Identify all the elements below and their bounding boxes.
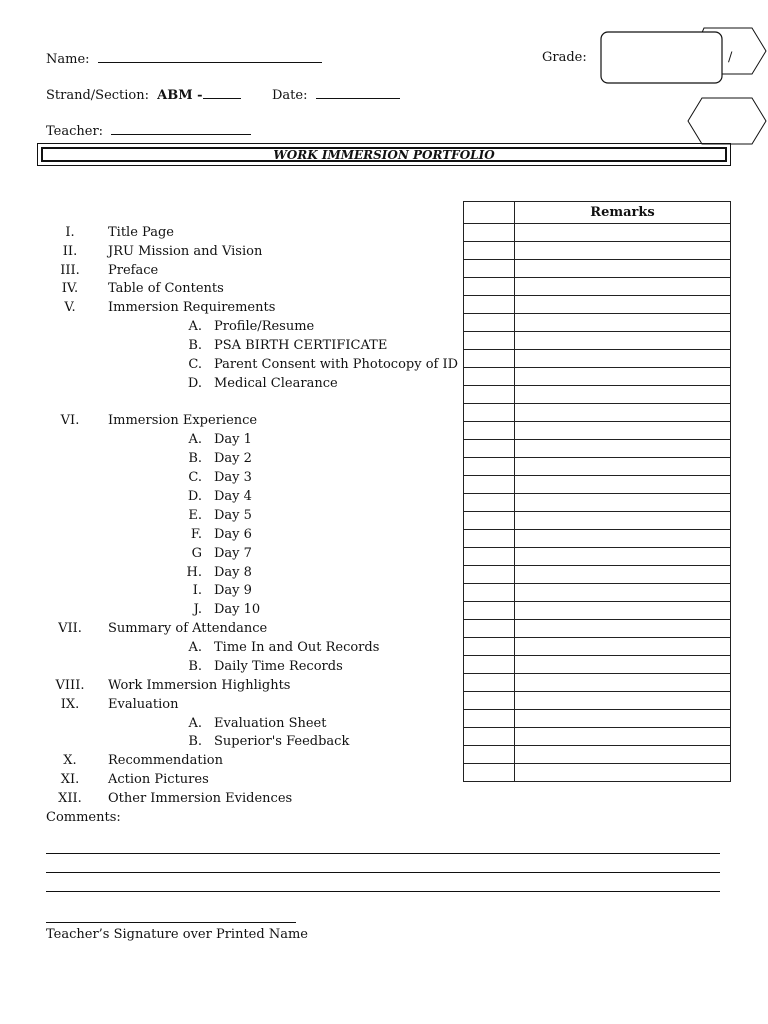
check-cell[interactable] <box>464 296 515 314</box>
check-cell[interactable] <box>464 692 515 710</box>
sub-item: Profile/Resume <box>214 319 315 334</box>
remarks-cell[interactable] <box>515 332 731 350</box>
grade-shapes <box>598 26 768 148</box>
check-cell[interactable] <box>464 476 515 494</box>
strand-label: Strand/Section: <box>46 88 150 103</box>
comment-line[interactable] <box>46 872 720 873</box>
check-cell[interactable] <box>464 566 515 584</box>
strand-blank[interactable] <box>203 86 241 99</box>
remarks-cell[interactable] <box>515 584 731 602</box>
check-cell[interactable] <box>464 530 515 548</box>
remarks-cell[interactable] <box>515 764 731 782</box>
remarks-cell[interactable] <box>515 656 731 674</box>
sub-letter: C. <box>188 357 202 372</box>
sub-item: Daily Time Records <box>214 659 343 674</box>
sub-letter: H. <box>186 565 202 580</box>
table-row <box>464 602 731 620</box>
sub-item: Day 8 <box>214 565 252 580</box>
signature-line[interactable] <box>46 922 296 923</box>
remarks-cell[interactable] <box>515 314 731 332</box>
date-field[interactable] <box>272 86 400 104</box>
remarks-header: Remarks <box>515 202 731 224</box>
remarks-cell[interactable] <box>515 296 731 314</box>
remarks-cell[interactable] <box>515 512 731 530</box>
table-row <box>464 620 731 638</box>
grade-slash: / <box>728 50 733 65</box>
check-cell[interactable] <box>464 242 515 260</box>
sub-item: Parent Consent with Photocopy of ID <box>214 357 459 372</box>
toc-item: Table of Contents <box>108 281 224 296</box>
table-row <box>464 638 731 656</box>
sub-item: Day 7 <box>214 546 252 561</box>
table-row <box>464 242 731 260</box>
toc-item: Preface <box>108 263 159 278</box>
table-row <box>464 656 731 674</box>
remarks-cell[interactable] <box>515 602 731 620</box>
remarks-cell[interactable] <box>515 746 731 764</box>
table-row <box>464 422 731 440</box>
remarks-cell[interactable] <box>515 620 731 638</box>
table-row <box>464 530 731 548</box>
check-cell[interactable] <box>464 746 515 764</box>
sub-letter: G <box>191 546 202 561</box>
toc-num: XI. <box>60 772 80 787</box>
sub-letter: D. <box>187 376 202 391</box>
toc-num: II. <box>62 244 78 259</box>
sub-item: Day 5 <box>214 508 252 523</box>
check-cell[interactable] <box>464 332 515 350</box>
remarks-cell[interactable] <box>515 260 731 278</box>
sub-item: Evaluation Sheet <box>214 716 327 731</box>
sub-letter: F. <box>190 527 202 542</box>
table-row <box>464 566 731 584</box>
table-row <box>464 260 731 278</box>
check-cell[interactable] <box>464 584 515 602</box>
check-cell[interactable] <box>464 656 515 674</box>
comment-line[interactable] <box>46 853 720 854</box>
table-row <box>464 764 731 782</box>
remarks-cell[interactable] <box>515 638 731 656</box>
check-cell[interactable] <box>464 314 515 332</box>
table-row <box>464 440 731 458</box>
sub-item: Time In and Out Records <box>214 640 380 655</box>
sub-letter: A. <box>188 716 202 731</box>
remarks-cell[interactable] <box>515 458 731 476</box>
sub-letter: J. <box>193 602 202 617</box>
toc-item: JRU Mission and Vision <box>108 244 263 259</box>
table-row <box>464 584 731 602</box>
table-row <box>464 386 731 404</box>
toc-num: III. <box>60 263 80 278</box>
strand-field[interactable] <box>46 86 241 104</box>
comment-line[interactable] <box>46 891 720 892</box>
sub-letter: C. <box>188 470 202 485</box>
table-row <box>464 692 731 710</box>
check-cell[interactable] <box>464 350 515 368</box>
check-cell[interactable] <box>464 440 515 458</box>
remarks-cell[interactable] <box>515 368 731 386</box>
table-row <box>464 332 731 350</box>
grade-box[interactable] <box>601 32 722 83</box>
sub-letter: E. <box>188 508 202 523</box>
toc-num: VII. <box>58 621 82 636</box>
check-cell[interactable] <box>464 728 515 746</box>
toc-num: VIII. <box>55 678 85 693</box>
remarks-table <box>463 201 731 782</box>
check-cell[interactable] <box>464 674 515 692</box>
remarks-cell[interactable] <box>515 224 731 242</box>
sub-letter: A. <box>188 319 202 334</box>
check-cell[interactable] <box>464 386 515 404</box>
table-row <box>464 224 731 242</box>
name-field[interactable] <box>46 50 322 68</box>
check-cell[interactable] <box>464 494 515 512</box>
teacher-label: Teacher: <box>46 124 104 139</box>
sub-letter: B. <box>188 338 202 353</box>
table-row <box>464 296 731 314</box>
sub-item: Day 2 <box>214 451 252 466</box>
remarks-cell[interactable] <box>515 242 731 260</box>
teacher-field[interactable] <box>46 122 251 140</box>
remarks-cell[interactable] <box>515 566 731 584</box>
title-bar <box>37 143 731 166</box>
toc-num: XII. <box>58 791 82 806</box>
sub-letter: A. <box>188 640 202 655</box>
page-title: WORK IMMERSION PORTFOLIO <box>41 147 727 162</box>
remarks-cell[interactable] <box>515 350 731 368</box>
toc-num: V. <box>64 300 76 315</box>
table-row <box>464 728 731 746</box>
sub-letter: B. <box>188 659 202 674</box>
teacher-blank[interactable] <box>111 122 251 135</box>
table-row <box>464 746 731 764</box>
remarks-cell[interactable] <box>515 728 731 746</box>
remarks-cell[interactable] <box>515 710 731 728</box>
toc-item: Action Pictures <box>108 772 209 787</box>
toc-num: VI. <box>60 413 80 428</box>
check-cell[interactable] <box>464 548 515 566</box>
remarks-cell[interactable] <box>515 278 731 296</box>
toc-item: Immersion Experience <box>108 413 258 428</box>
table-row <box>464 404 731 422</box>
check-cell[interactable] <box>464 602 515 620</box>
date-label: Date: <box>272 88 308 103</box>
check-cell[interactable] <box>464 422 515 440</box>
remarks-cell[interactable] <box>515 476 731 494</box>
sub-item: Day 10 <box>214 602 261 617</box>
sub-item: PSA BIRTH CERTIFICATE <box>214 338 388 353</box>
sub-item: Day 3 <box>214 470 252 485</box>
sub-letter: D. <box>187 489 202 504</box>
check-cell[interactable] <box>464 764 515 782</box>
toc-item: Summary of Attendance <box>108 621 268 636</box>
toc-num: IV. <box>61 281 79 296</box>
signature-label: Teacher’s Signature over Printed Name <box>46 927 308 942</box>
table-row <box>464 548 731 566</box>
grade-hexagon-bottom <box>688 98 766 144</box>
table-row <box>464 350 731 368</box>
remarks-cell[interactable] <box>515 692 731 710</box>
sub-item: Day 9 <box>214 583 252 598</box>
table-row <box>464 710 731 728</box>
sub-item: Medical Clearance <box>214 376 338 391</box>
table-row <box>464 278 731 296</box>
toc-num: I. <box>65 225 75 240</box>
check-header-cell <box>464 202 515 224</box>
check-cell[interactable] <box>464 260 515 278</box>
table-row <box>464 458 731 476</box>
remarks-cell[interactable] <box>515 404 731 422</box>
check-cell[interactable] <box>464 512 515 530</box>
sub-item: Day 6 <box>214 527 252 542</box>
sub-item: Day 1 <box>214 432 252 447</box>
comments-label: Comments: <box>46 810 121 825</box>
remarks-cell[interactable] <box>515 494 731 512</box>
table-header-row <box>464 202 731 224</box>
strand-value: ABM - <box>157 88 203 103</box>
sub-letter: A. <box>188 432 202 447</box>
toc-item: Title Page <box>108 225 174 240</box>
remarks-cell[interactable] <box>515 548 731 566</box>
check-cell[interactable] <box>464 710 515 728</box>
toc-item: Evaluation <box>108 697 179 712</box>
table-row <box>464 314 731 332</box>
toc-item: Work Immersion Highlights <box>108 678 291 693</box>
check-cell[interactable] <box>464 278 515 296</box>
remarks-cell[interactable] <box>515 386 731 404</box>
check-cell[interactable] <box>464 638 515 656</box>
sub-letter: I. <box>192 583 202 598</box>
toc-num: IX. <box>60 697 80 712</box>
name-label: Name: <box>46 52 90 67</box>
remarks-cell[interactable] <box>515 422 731 440</box>
table-row <box>464 494 731 512</box>
sub-item: Superior's Feedback <box>214 734 350 749</box>
toc-num: X. <box>63 753 77 768</box>
check-cell[interactable] <box>464 368 515 386</box>
remarks-cell[interactable] <box>515 530 731 548</box>
check-cell[interactable] <box>464 404 515 422</box>
check-cell[interactable] <box>464 224 515 242</box>
toc-item: Immersion Requirements <box>108 300 276 315</box>
remarks-cell[interactable] <box>515 674 731 692</box>
sub-letter: B. <box>188 734 202 749</box>
name-blank[interactable] <box>98 50 322 63</box>
toc-item: Recommendation <box>108 753 223 768</box>
toc-item: Other Immersion Evidences <box>108 791 293 806</box>
grade-label: Grade: <box>542 50 587 65</box>
date-blank[interactable] <box>316 86 400 99</box>
check-cell[interactable] <box>464 620 515 638</box>
check-cell[interactable] <box>464 458 515 476</box>
table-row <box>464 368 731 386</box>
sub-letter: B. <box>188 451 202 466</box>
sub-item: Day 4 <box>214 489 252 504</box>
table-row <box>464 476 731 494</box>
table-row <box>464 674 731 692</box>
remarks-cell[interactable] <box>515 440 731 458</box>
table-row <box>464 512 731 530</box>
